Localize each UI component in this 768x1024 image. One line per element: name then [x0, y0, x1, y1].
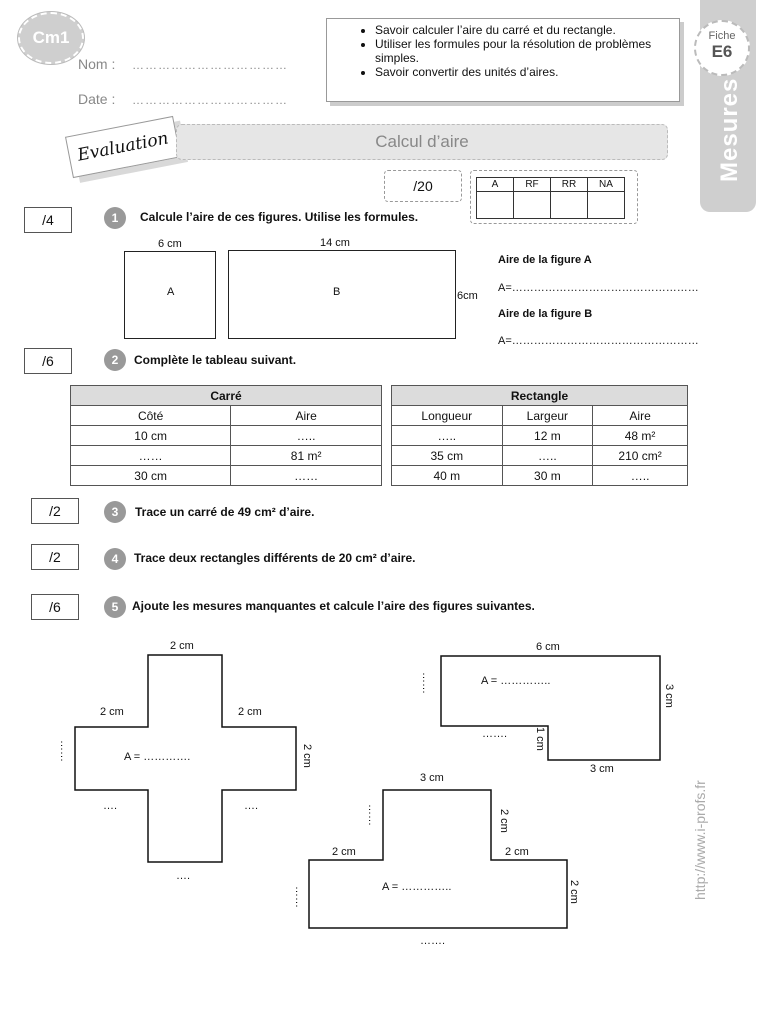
- answer-b-line[interactable]: A=……………………………………………: [498, 335, 699, 347]
- ex1-instruction: Calcule l’aire de ces figures. Utilise les formules.: [140, 210, 419, 224]
- table-cell: 40 m: [392, 466, 503, 486]
- fiche-code: E6: [711, 42, 733, 61]
- table-header: Largeur: [502, 406, 593, 426]
- cross-left-side-blank[interactable]: ……: [58, 740, 70, 762]
- code-rr: RR: [551, 178, 588, 192]
- table-cell: 35 cm: [392, 446, 503, 466]
- ex2-number: 2: [104, 349, 126, 371]
- nom-field[interactable]: ………………………………: [132, 58, 288, 72]
- cross-bottom-blank[interactable]: ….: [176, 870, 191, 882]
- nom-label: Nom :: [78, 56, 116, 72]
- t-stem-right-label: 2 cm: [498, 809, 510, 833]
- l-area[interactable]: A = …………..: [481, 675, 551, 687]
- ex5-number: 5: [104, 596, 126, 618]
- objective-item: • Utiliser les formules pour la résolution de problèmes simples.: [375, 37, 679, 65]
- answer-a-line[interactable]: A=……………………………………………: [498, 282, 699, 294]
- cross-bottom-right-blank[interactable]: ….: [244, 800, 259, 812]
- t-top-label: 3 cm: [420, 772, 444, 784]
- table-cell: 30 cm: [71, 466, 231, 486]
- ex1-points: /4: [24, 207, 72, 233]
- carre-title: Carré: [71, 386, 382, 406]
- ex1-number: 1: [104, 207, 126, 229]
- l-step-label: 1 cm: [534, 727, 546, 751]
- ex3-instruction: Trace un carré de 49 cm² d’aire.: [135, 505, 315, 519]
- code-a: A: [477, 178, 514, 192]
- t-right-side-label: 2 cm: [568, 880, 580, 904]
- ex2-instruction: Complète le tableau suivant.: [134, 353, 297, 367]
- table-cell: 48 m²: [593, 426, 688, 446]
- table-cell[interactable]: ……: [231, 466, 382, 486]
- fig-a-label: A: [167, 286, 175, 298]
- ex3-points: /2: [31, 498, 79, 524]
- l-shape-figure: [441, 656, 660, 760]
- page-title: Calcul d’aire: [176, 124, 668, 160]
- ex3-number: 3: [104, 501, 126, 523]
- table-cell[interactable]: …..: [593, 466, 688, 486]
- table-cell: 210 cm²: [593, 446, 688, 466]
- cross-bottom-left-blank[interactable]: ….: [103, 800, 118, 812]
- l-bottom-label: 3 cm: [590, 763, 614, 775]
- table-cell[interactable]: …..: [502, 446, 593, 466]
- table-header: Côté: [71, 406, 231, 426]
- site-url[interactable]: http://www.i-profs.fr: [692, 780, 708, 900]
- evaluation-stamp: Evaluation: [65, 116, 181, 178]
- l-left-blank[interactable]: ……: [420, 672, 432, 694]
- objective-item: • Savoir calculer l’aire du carré et du rectangle.: [375, 23, 679, 37]
- table-cell[interactable]: …..: [231, 426, 382, 446]
- cross-right-label: 2 cm: [238, 706, 262, 718]
- level-badge: Cm1: [18, 12, 84, 64]
- subject-title: Mesures: [716, 77, 743, 182]
- date-label: Date :: [78, 91, 116, 107]
- table-cell: 12 m: [502, 426, 593, 446]
- t-left-top-label: 2 cm: [332, 846, 356, 858]
- l-right-label: 3 cm: [663, 684, 675, 708]
- l-inner-blank[interactable]: …….: [482, 728, 508, 740]
- ex5-instruction: Ajoute les mesures manquantes et calcule l’aire des figures suivantes.: [132, 599, 535, 613]
- answer-a-title: Aire de la figure A: [498, 254, 592, 266]
- ex4-instruction: Trace deux rectangles différents de 20 cm² d’aire.: [134, 551, 416, 565]
- ex4-number: 4: [104, 548, 126, 570]
- ex5-points: /6: [31, 594, 79, 620]
- t-left-side-blank[interactable]: ……: [293, 886, 305, 908]
- code-rf: RF: [514, 178, 551, 192]
- table-cell: 30 m: [502, 466, 593, 486]
- cross-area[interactable]: A = ………….: [124, 751, 191, 763]
- code-na: NA: [588, 178, 625, 192]
- table-cell[interactable]: ……: [71, 446, 231, 466]
- fig-a-side-label: 6 cm: [158, 238, 182, 250]
- cross-left-label: 2 cm: [100, 706, 124, 718]
- date-field[interactable]: ………………………………: [132, 93, 288, 107]
- table-cell[interactable]: …..: [392, 426, 503, 446]
- ex2-points: /6: [24, 348, 72, 374]
- fig-b-label: B: [333, 286, 341, 298]
- table-header: Aire: [593, 406, 688, 426]
- t-right-top-label: 2 cm: [505, 846, 529, 858]
- cross-top-label: 2 cm: [170, 640, 194, 652]
- ex4-points: /2: [31, 544, 79, 570]
- fiche-label: Fiche: [708, 30, 736, 42]
- table-cell: 10 cm: [71, 426, 231, 446]
- table-header: Aire: [231, 406, 382, 426]
- t-shape-figure: [309, 790, 567, 928]
- t-bottom-blank[interactable]: …….: [420, 935, 446, 947]
- table-header: Longueur: [392, 406, 503, 426]
- t-area[interactable]: A = …………..: [382, 881, 452, 893]
- l-top-label: 6 cm: [536, 641, 560, 653]
- fig-b-height-label: 6cm: [457, 290, 478, 302]
- t-stem-left-blank[interactable]: ……: [366, 804, 378, 826]
- answer-b-title: Aire de la figure B: [498, 308, 593, 320]
- total-score: /20: [384, 170, 462, 202]
- objective-item: • Savoir convertir des unités d’aires.: [375, 65, 679, 79]
- table-cell: 81 m²: [231, 446, 382, 466]
- cross-right-side-label: 2 cm: [301, 744, 313, 768]
- fig-b-length-label: 14 cm: [320, 237, 350, 249]
- rectangle-title: Rectangle: [392, 386, 688, 406]
